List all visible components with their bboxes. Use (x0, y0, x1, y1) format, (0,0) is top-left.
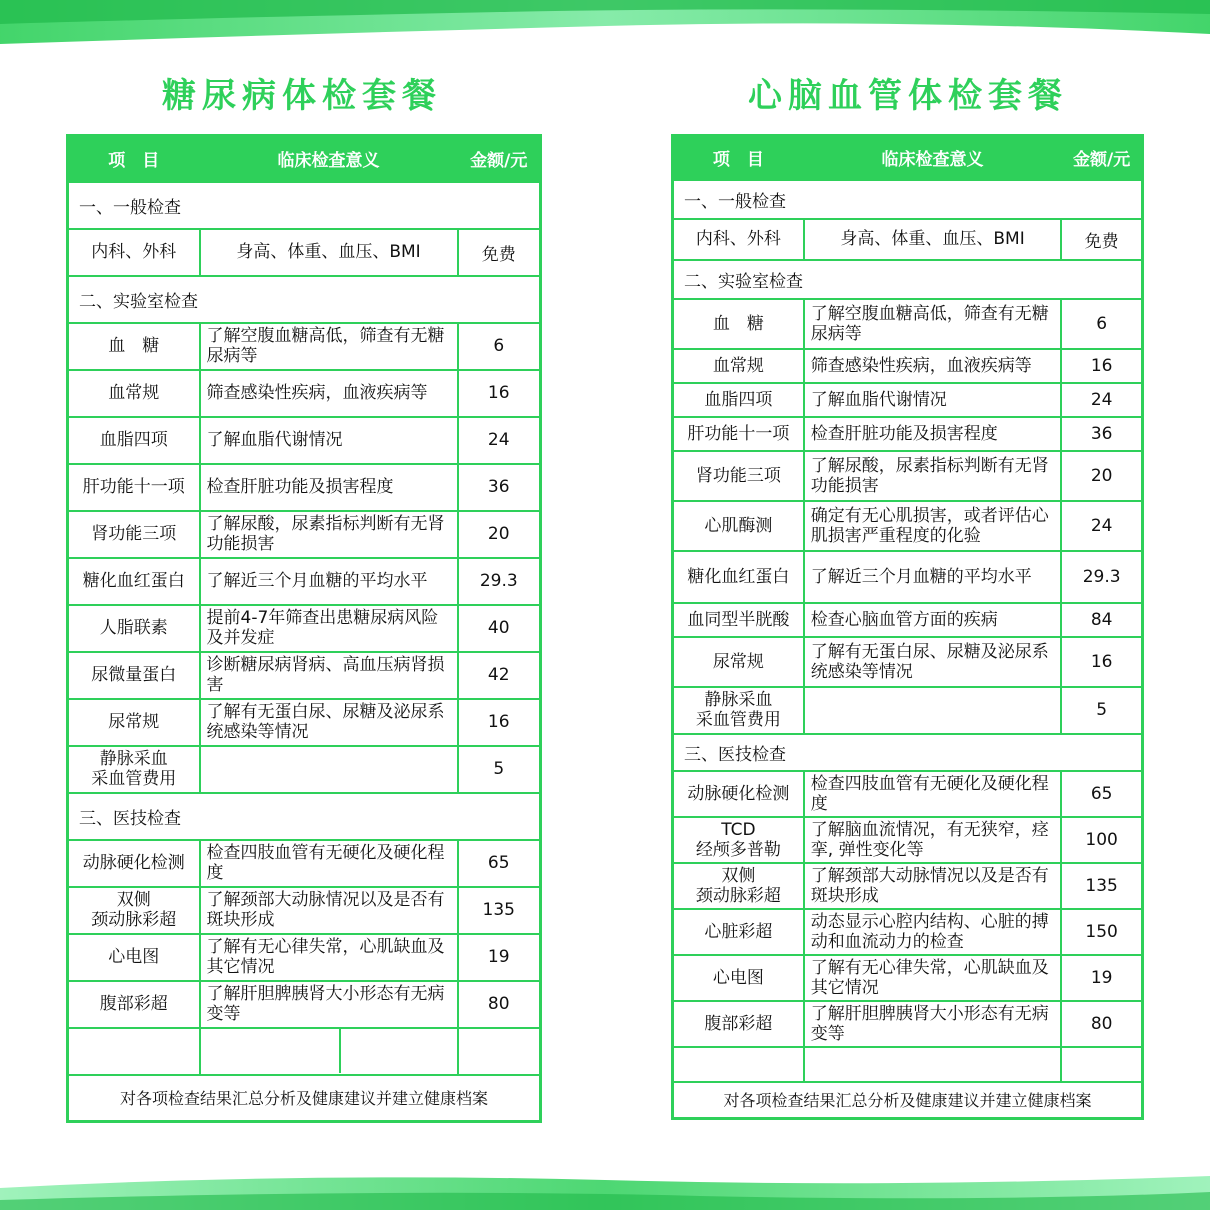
table-row (673, 299, 1143, 349)
row-item: TCD 经颅多普勒 (673, 817, 804, 863)
footer-note: 对各项检查结果汇总分析及健康建议并建立健康档案 (673, 1082, 1143, 1119)
row-item: 血 糖 (68, 323, 200, 370)
row-desc: 了解有无心律失常，心肌缺血及其它情况 (200, 934, 458, 981)
row-desc: 了解血脂代谢情况 (200, 417, 458, 464)
row-item: 糖化血红蛋白 (673, 551, 804, 603)
row-amount: 16 (458, 370, 541, 417)
row-item: 动脉硬化检测 (673, 771, 804, 817)
row-amount: 80 (1061, 1001, 1142, 1047)
header-amount: 金额/元 (1061, 136, 1142, 180)
section-row (68, 793, 541, 840)
empty-cell (458, 1028, 541, 1075)
table-row (673, 219, 1143, 260)
table-header-row (673, 136, 1143, 180)
row-item: 内科、外科 (68, 229, 200, 276)
row-amount: 20 (1061, 451, 1142, 501)
empty-cell (673, 1047, 804, 1082)
table-row (673, 451, 1143, 501)
row-item: 腹部彩超 (673, 1001, 804, 1047)
row-desc: 检查肝脏功能及损害程度 (200, 464, 458, 511)
right-package-title: 心脑血管体检套餐 (748, 76, 1068, 116)
row-item: 静脉采血 采血管费用 (68, 746, 200, 793)
section-row (68, 182, 541, 229)
row-amount: 40 (458, 605, 541, 652)
section-title: 二、实验室检查 (68, 276, 541, 323)
row-desc: 了解血脂代谢情况 (804, 383, 1062, 417)
row-amount: 24 (1061, 501, 1142, 551)
row-item: 血常规 (68, 370, 200, 417)
table-row (68, 370, 541, 417)
table-row (68, 464, 541, 511)
table-row (68, 887, 541, 934)
row-desc: 检查四肢血管有无硬化及硬化程度 (804, 771, 1062, 817)
row-desc: 身高、体重、血压、BMI (804, 219, 1062, 260)
row-item: 血常规 (673, 349, 804, 383)
row-item: 尿常规 (68, 699, 200, 746)
table-row (68, 981, 541, 1028)
row-desc: 了解近三个月血糖的平均水平 (200, 558, 458, 605)
row-amount: 29.3 (458, 558, 541, 605)
row-item: 尿常规 (673, 637, 804, 687)
row-amount: 20 (458, 511, 541, 558)
row-desc: 了解尿酸，尿素指标判断有无肾功能损害 (804, 451, 1062, 501)
row-desc: 诊断糖尿病肾病、高血压病肾损害 (200, 652, 458, 699)
table-row (673, 955, 1143, 1001)
table-row (673, 501, 1143, 551)
row-amount: 16 (458, 699, 541, 746)
row-desc: 身高、体重、血压、BMI (200, 229, 458, 276)
row-amount: 100 (1061, 817, 1142, 863)
table-row (673, 909, 1143, 955)
row-amount: 6 (458, 323, 541, 370)
row-item: 糖化血红蛋白 (68, 558, 200, 605)
row-desc: 了解有无心律失常，心肌缺血及其它情况 (804, 955, 1062, 1001)
empty-cell (1061, 1047, 1142, 1082)
row-amount: 5 (458, 746, 541, 793)
row-item: 肝功能十一项 (673, 417, 804, 451)
row-desc (200, 746, 458, 793)
table-row (673, 603, 1143, 637)
row-amount: 免费 (458, 229, 541, 276)
row-amount: 19 (1061, 955, 1142, 1001)
row-desc: 提前4-7年筛查出患糖尿病风险及并发症 (200, 605, 458, 652)
table-row (68, 229, 541, 276)
section-title: 一、一般检查 (673, 180, 1143, 219)
table-row (68, 323, 541, 370)
row-desc: 检查心脑血管方面的疾病 (804, 603, 1062, 637)
row-desc: 动态显示心腔内结构、心脏的搏动和血流动力的检查 (804, 909, 1062, 955)
row-amount: 16 (1061, 637, 1142, 687)
bottom-decor-band (0, 1158, 1210, 1210)
table-row (68, 746, 541, 793)
row-amount: 免费 (1061, 219, 1142, 260)
row-amount: 19 (458, 934, 541, 981)
row-amount: 65 (458, 840, 541, 887)
row-item: 血 糖 (673, 299, 804, 349)
top-decor-band (0, 0, 1210, 48)
table-row (673, 383, 1143, 417)
table-row (68, 652, 541, 699)
row-desc: 确定有无心肌损害，或者评估心肌损害严重程度的化验 (804, 501, 1062, 551)
row-desc: 了解肝胆脾胰肾大小形态有无病变等 (200, 981, 458, 1028)
row-desc: 了解近三个月血糖的平均水平 (804, 551, 1062, 603)
header-amount: 金额/元 (458, 136, 541, 182)
row-desc: 检查肝脏功能及损害程度 (804, 417, 1062, 451)
row-desc: 了解有无蛋白尿、尿糖及泌尿系统感染等情况 (200, 699, 458, 746)
row-amount: 36 (458, 464, 541, 511)
table-row (673, 817, 1143, 863)
left-package-table (66, 134, 542, 1123)
table-row (673, 349, 1143, 383)
row-amount: 5 (1061, 687, 1142, 734)
empty-cell (68, 1028, 200, 1075)
table-row (673, 687, 1143, 734)
row-item: 血同型半胱酸 (673, 603, 804, 637)
section-row (68, 276, 541, 323)
table-row (68, 511, 541, 558)
empty-cell (804, 1047, 1062, 1082)
row-amount: 135 (458, 887, 541, 934)
row-desc: 筛查感染性疾病，血液疾病等 (200, 370, 458, 417)
header-desc: 临床检查意义 (200, 136, 458, 182)
row-desc: 了解脑血流情况，有无狭窄，痉挛, 弹性变化等 (804, 817, 1062, 863)
row-item: 心肌酶测 (673, 501, 804, 551)
table-header-row (68, 136, 541, 182)
row-amount: 29.3 (1061, 551, 1142, 603)
row-item: 动脉硬化检测 (68, 840, 200, 887)
row-item: 双侧 颈动脉彩超 (673, 863, 804, 909)
row-desc: 了解肝胆脾胰肾大小形态有无病变等 (804, 1001, 1062, 1047)
row-desc: 了解有无蛋白尿、尿糖及泌尿系统感染等情况 (804, 637, 1062, 687)
footer-note: 对各项检查结果汇总分析及健康建议并建立健康档案 (68, 1075, 541, 1122)
table-row (673, 551, 1143, 603)
empty-row (68, 1028, 541, 1075)
row-desc: 筛查感染性疾病，血液疾病等 (804, 349, 1062, 383)
row-amount: 42 (458, 652, 541, 699)
section-title: 二、实验室检查 (673, 260, 1143, 299)
row-item: 肝功能十一项 (68, 464, 200, 511)
empty-row (673, 1047, 1143, 1082)
section-row (673, 180, 1143, 219)
row-item: 心电图 (673, 955, 804, 1001)
table-row (673, 863, 1143, 909)
row-item: 腹部彩超 (68, 981, 200, 1028)
row-item: 心脏彩超 (673, 909, 804, 955)
row-desc (804, 687, 1062, 734)
table-row (68, 699, 541, 746)
left-package-title: 糖尿病体检套餐 (162, 76, 442, 116)
row-amount: 80 (458, 981, 541, 1028)
footer-row (673, 1082, 1143, 1119)
table-row (673, 771, 1143, 817)
table-row (673, 637, 1143, 687)
row-amount: 84 (1061, 603, 1142, 637)
header-item: 项 目 (673, 136, 804, 180)
row-item: 内科、外科 (673, 219, 804, 260)
row-desc: 检查四肢血管有无硬化及硬化程度 (200, 840, 458, 887)
footer-row (68, 1075, 541, 1122)
header-item: 项 目 (68, 136, 200, 182)
header-desc: 临床检查意义 (804, 136, 1062, 180)
right-package-table (671, 134, 1144, 1120)
row-item: 血脂四项 (673, 383, 804, 417)
section-title: 三、医技检查 (68, 793, 541, 840)
row-desc: 了解空腹血糖高低，筛查有无糖尿病等 (200, 323, 458, 370)
row-item: 人脂联素 (68, 605, 200, 652)
section-title: 三、医技检查 (673, 734, 1143, 771)
section-title: 一、一般检查 (68, 182, 541, 229)
row-desc: 了解尿酸，尿素指标判断有无肾功能损害 (200, 511, 458, 558)
row-amount: 65 (1061, 771, 1142, 817)
table-row (68, 840, 541, 887)
table-row (68, 605, 541, 652)
section-row (673, 734, 1143, 771)
row-item: 血脂四项 (68, 417, 200, 464)
table-row (673, 1001, 1143, 1047)
row-amount: 24 (1061, 383, 1142, 417)
row-amount: 6 (1061, 299, 1142, 349)
empty-cell (200, 1028, 458, 1075)
table-row (673, 417, 1143, 451)
row-amount: 24 (458, 417, 541, 464)
row-item: 静脉采血 采血管费用 (673, 687, 804, 734)
row-desc: 了解颈部大动脉情况以及是否有斑块形成 (804, 863, 1062, 909)
row-desc: 了解空腹血糖高低，筛查有无糖尿病等 (804, 299, 1062, 349)
table-row (68, 934, 541, 981)
row-desc: 了解颈部大动脉情况以及是否有斑块形成 (200, 887, 458, 934)
row-amount: 135 (1061, 863, 1142, 909)
table-row (68, 558, 541, 605)
row-item: 肾功能三项 (68, 511, 200, 558)
row-amount: 16 (1061, 349, 1142, 383)
row-item: 双侧 颈动脉彩超 (68, 887, 200, 934)
row-item: 肾功能三项 (673, 451, 804, 501)
row-item: 心电图 (68, 934, 200, 981)
row-amount: 36 (1061, 417, 1142, 451)
section-row (673, 260, 1143, 299)
row-amount: 150 (1061, 909, 1142, 955)
row-item: 尿微量蛋白 (68, 652, 200, 699)
table-row (68, 417, 541, 464)
